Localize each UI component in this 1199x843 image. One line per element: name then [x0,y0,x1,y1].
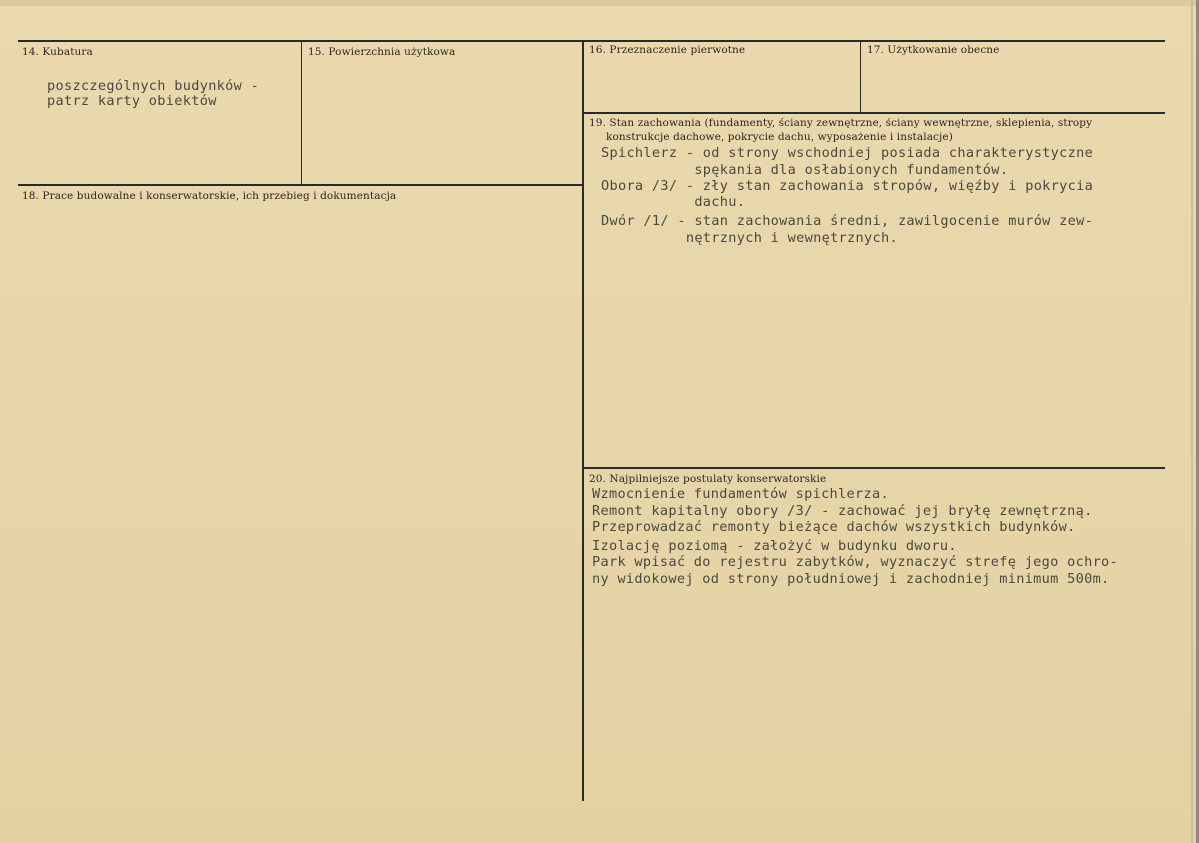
field-19-label-continued: konstrukcje dachowe, pokrycie dachu, wyposażenie i instalacje) [606,131,953,143]
field-19-text-line: Obora /3/ - zły stan zachowania stropów, więźby i pokrycia [601,178,1094,194]
field-20-label: 20. Najpilniejsze postulaty konserwatorskie [589,473,827,485]
divider-16-17 [860,41,861,113]
rule-above-18 [18,184,582,186]
field-14-label: 14. Kubatura [22,46,93,58]
divider-14-15 [301,41,302,184]
field-14-text-line: poszczególnych budynków - [47,78,260,94]
field-19-text-line: Dwór /1/ - stan zachowania średni, zawilgocenie murów zew- [601,213,1094,229]
field-20-text-line: Izolację poziomą - założyć w budynku dworu. [592,538,957,554]
rule-above-19 [584,112,1165,114]
field-20-text-line: Przeprowadzać remonty bieżące dachów wszystkich budynków. [592,519,1076,535]
field-19-text-line: nętrznych i wewnętrznych. [601,230,898,246]
field-15-label: 15. Powierzchnia użytkowa [308,46,456,58]
field-19-label: 19. Stan zachowania (fundamenty, ściany zewnętrzne, ściany wewnętrzne, sklepienia, stropy [589,117,1093,129]
main-vertical-divider [582,41,584,801]
field-20-text-line: Wzmocnienie fundamentów spichlerza. [592,486,889,502]
field-19-text-line: Spichlerz - od strony wschodniej posiada charakterystyczne [601,145,1094,161]
field-19-text-line: dachu. [601,194,746,210]
field-20-text-line: Remont kapitalny obory /3/ - zachować jej bryłę zewnętrzną. [592,503,1093,519]
field-19-text-line: spękania dla osłabionych fundamentów. [601,162,1009,178]
field-20-text-line: ny widokowej od strony południowej i zachodniej minimum 500m. [592,571,1110,587]
field-17-label: 17. Użytkowanie obecne [867,44,1000,56]
field-16-label: 16. Przeznaczenie pierwotne [589,44,746,56]
top-rule [18,40,1165,42]
rule-above-20 [584,467,1165,469]
field-18-label: 18. Prace budowalne i konserwatorskie, ich przebieg i dokumentacja [22,190,397,202]
field-20-text-line: Park wpisać do rejestru zabytków, wyznaczyć strefę jego ochro- [592,554,1119,570]
field-14-text-line: patrz karty obiektów [47,93,217,109]
card-edge [1191,0,1193,843]
